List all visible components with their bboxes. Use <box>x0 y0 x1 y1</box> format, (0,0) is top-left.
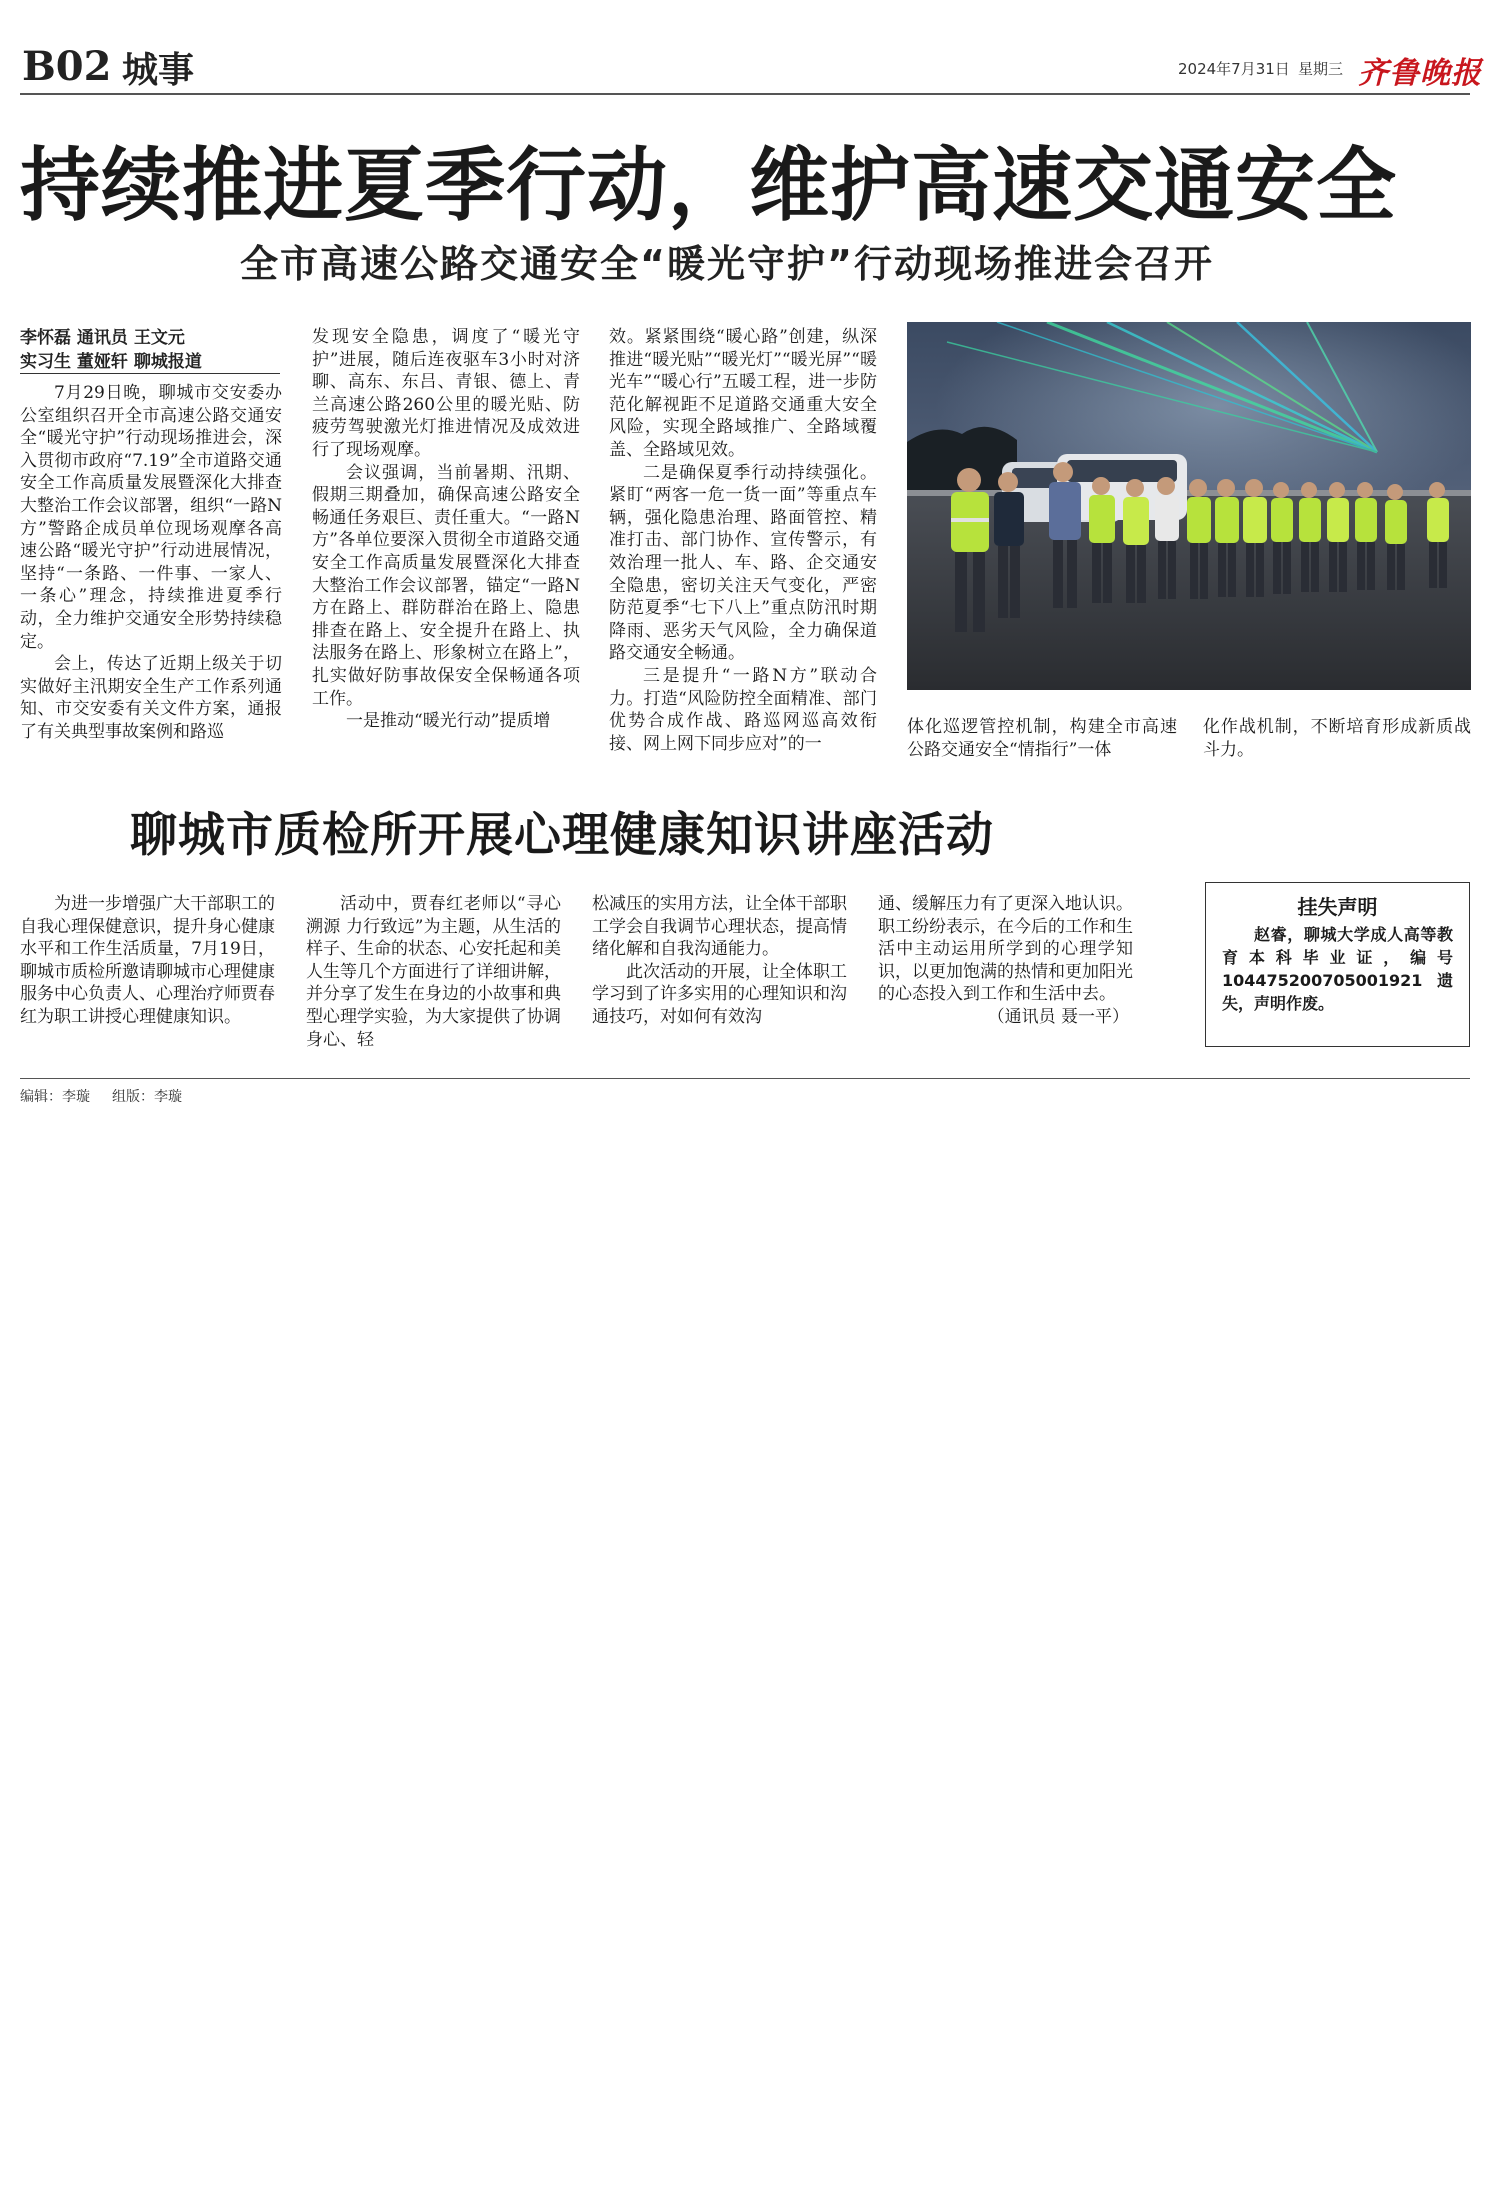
section-name: 城事 <box>122 49 195 91</box>
article1-column-4 <box>907 716 1177 761</box>
news-photo <box>907 322 1471 690</box>
paragraph: 通、缓解压力有了更深入地认识。职工纷纷表示，在今后的工作和生活中主动运用所学到的心理学知识，以更加饱满的热情和更加阳光的心态投入到工作和生活中去。 <box>878 894 1133 1005</box>
article2-column-3 <box>592 893 847 1029</box>
header-divider <box>20 93 1470 95</box>
article2-column-4 <box>878 893 1133 1029</box>
author-signoff: （通讯员 聂一平） <box>987 1006 1129 1027</box>
paragraph: 体化巡逻管控机制，构建全市高速公路交通安全“情指行”一体 <box>907 717 1177 760</box>
paragraph: 二是确保夏季行动持续强化。紧盯“两客一危一货一面”等重点车辆，强化隐患治理、路面管控、精准打击、部门协作、宣传警示，有效治理一批人、车、路、企交通安全隐患，密切关注天气变化，严密防范夏季“七下八上”重点防汛时期降雨、恶劣天气风险，全力确保道路交通安全畅通。 <box>609 462 877 664</box>
article1-column-1 <box>20 382 282 744</box>
article1-column-3 <box>609 326 877 755</box>
paragraph: 化作战机制，不断培育形成新质战斗力。 <box>1203 717 1471 760</box>
paragraph: 会议强调，当前暑期、汛期、假期三期叠加，确保高速公路安全畅通任务艰巨、责任重大。“一路N方”各单位要深入贯彻全市道路交通安全工作高质量发展暨深化大排查大整治工作会议部署，锚定“一路N方在路上、群防群治在路上、隐患排查在路上、安全提升在路上、执法服务在路上、形象树立在路上”，扎实做好防事故保安全保畅通各项工作。 <box>312 462 580 709</box>
notice-text: 赵睿，聊城大学成人高等教育本科毕业证，编号104475200705001921遗失，声明作废。 <box>1222 925 1453 1013</box>
main-subheadline: 全市高速公路交通安全“暖光守护”行动现场推进会召开 <box>240 242 1214 286</box>
paragraph: 效。紧紧围绕“暖心路”创建，纵深推进“暖光贴”“暖光灯”“暖光屏”“暖光车”“暖心行”五暖工程，进一步防范化解视距不足道路交通重大安全风险，实现全路域推广、全路域覆盖、全路域见效。 <box>609 327 877 460</box>
footer-layout: 组版：李璇 <box>112 1089 182 1105</box>
paragraph: 松减压的实用方法，让全体干部职工学会自我调节心理状态，提高情绪化解和自我沟通能力。 <box>592 894 847 960</box>
notice-title: 挂失声明 <box>1297 895 1378 919</box>
paragraph: 为进一步增强广大干部职工的自我心理保健意识，提升身心健康水平和工作生活质量，7月19日，聊城市质检所邀请聊城市心理健康服务中心负责人、心理治疗师贾春红为职工讲授心理健康知识。 <box>20 894 275 1027</box>
paragraph: 一是推动“暖光行动”提质增 <box>346 711 551 732</box>
paragraph: 7月29日晚，聊城市交安委办公室组织召开全市高速公路交通安全“暖光守护”行动现场推进会，深入贯彻市政府“7.19”全市道路交通安全工作高质量发展暨深化大排查大整治工作会议部署，组织“一路N方”警路企成员单位现场观摩各高速公路“暖光守护”行动进展情况，坚持“一条路、一件事、一家人、一条心”理念，持续推进夏季行动，全力维护交通安全形势持续稳定。 <box>20 383 282 652</box>
issue-weekday: 星期三 <box>1298 60 1344 78</box>
paragraph: 发现安全隐患，调度了“暖光守护”进展，随后连夜驱车3小时对济聊、高东、东吕、青银、德上、青兰高速公路260公里的暖光贴、防疲劳驾驶激光灯推进情况及成效进行了现场观摩。 <box>312 327 580 460</box>
paragraph: 活动中，贾春红老师以“寻心溯源 力行致远”为主题，从生活的样子、生命的状态、心安托起和美人生等几个方面进行了详细讲解，并分享了发生在身边的小故事和典型心理学实验，为大家提供了协调身心、轻 <box>306 894 561 1050</box>
byline-line: 实习生 董娅轩 聊城报道 <box>20 352 202 372</box>
issue-date: 2024年7月31日 <box>1178 60 1290 78</box>
paragraph: 会上，传达了近期上级关于切实做好主汛期安全生产工作系列通知、市交安委有关文件方案，通报了有关典型事故案例和路巡 <box>20 654 282 742</box>
footer-editor: 编辑：李璇 <box>20 1089 90 1105</box>
page-code: B02 <box>22 43 112 90</box>
night-highway-officers-photo <box>907 322 1471 690</box>
paragraph: 三是提升“一路N方”联动合力。打造“风险防控全面精准、部门优势合成作战、路巡网巡高效衔接、网上网下同步应对”的一 <box>609 665 877 754</box>
byline <box>20 326 280 374</box>
newspaper-masthead: 齐鲁晚报 <box>1358 56 1482 91</box>
article2-column-2 <box>306 893 561 1051</box>
lost-notice-box <box>1205 882 1470 1047</box>
article1-column-5 <box>1203 716 1471 761</box>
byline-divider <box>20 373 280 374</box>
paragraph: 此次活动的开展，让全体职工学习到了许多实用的心理知识和沟通技巧，对如何有效沟 <box>592 961 847 1027</box>
article1-column-2 <box>312 326 580 733</box>
footer-divider <box>20 1078 1470 1079</box>
main-headline: 持续推进夏季行动，维护高速交通安全 <box>20 138 1397 232</box>
article2-headline: 聊城市质检所开展心理健康知识讲座活动 <box>130 808 994 863</box>
byline-line: 李怀磊 通讯员 王文元 <box>20 328 185 348</box>
article2-column-1 <box>20 893 275 1029</box>
